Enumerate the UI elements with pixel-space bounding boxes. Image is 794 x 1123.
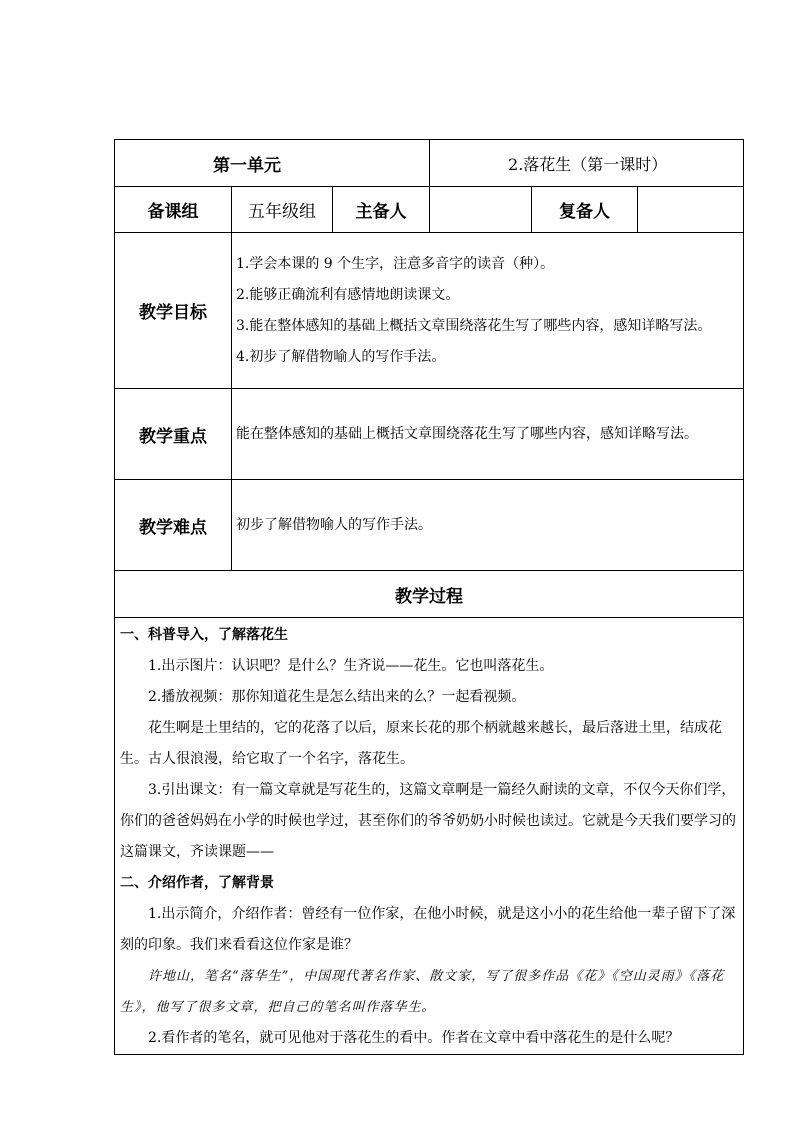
author-intro-quote: 许地山，笔名“落华生”，中国现代著名作家、散文家，写了很多作品《花》《空山灵雨》《落花生》，他写了很多文章，把自己的笔名叫作落华生。 — [120, 969, 725, 1015]
review-preparer-label: 复备人 — [532, 187, 638, 233]
difficulties-label: 教学难点 — [115, 480, 232, 571]
process-paragraph: 2.播放视频：那你知道花生是怎么结出来的么？一起看视频。 — [148, 689, 526, 705]
difficulties-text: 初步了解借物喻人的写作手法。 — [232, 480, 744, 571]
review-preparer-value — [638, 187, 744, 233]
goal-item: 3.能在整体感知的基础上概括文章围绕落花生写了哪些内容，感知详略写法。 — [236, 317, 712, 334]
process-paragraph: 3.引出课文：有一篇文章就是写花生的，这篇文章啊是一篇经久耐读的文章，不仅今天你们学，你们的爸爸妈妈在小学的时候也学过，甚至你们的爷爷奶奶小时候也读过。它就是今天我们要学习的这篇课文，齐读课题—— — [120, 782, 736, 860]
prep-row — [115, 187, 744, 233]
process-paragraph: 1.出示简介，介绍作者：曾经有一位作家，在他小时候，就是这小小的花生给他一辈子留下了深刻的印象。我们来看看这位作家是谁？ — [120, 906, 736, 953]
unit-header-row — [115, 140, 744, 187]
goals-label: 教学目标 — [115, 233, 232, 389]
process-title: 教学过程 — [115, 571, 744, 618]
process-paragraph: 2.看作者的笔名，就可见他对于落花生的看中。作者在文章中看中落花生的是什么呢？ — [148, 1030, 680, 1046]
goal-item: 4.初步了解借物喻人的写作手法。 — [236, 348, 446, 365]
process-content — [115, 618, 744, 1055]
prep-group-value: 五年级组 — [232, 187, 333, 233]
key-points-label: 教学重点 — [115, 389, 232, 480]
key-points-text: 能在整体感知的基础上概括文章围绕落花生写了哪些内容，感知详略写法。 — [232, 389, 744, 480]
key-points-row — [115, 389, 744, 480]
process-paragraph: 1.出示图片：认识吧？是什么？生齐说——花生。它也叫落花生。 — [148, 658, 554, 674]
goals-list — [232, 233, 744, 389]
unit-title: 第一单元 — [115, 140, 430, 187]
main-preparer-label: 主备人 — [333, 187, 430, 233]
goals-row — [115, 233, 744, 389]
section-heading: 一、科普导入，了解落花生 — [120, 627, 288, 643]
goal-item: 1.学会本课的 9 个生字，注意多音字的读音（种）。 — [236, 255, 555, 272]
process-title-row — [115, 571, 744, 618]
process-row — [115, 618, 744, 1055]
main-preparer-value — [430, 187, 532, 233]
process-paragraph: 花生啊是土里结的，它的花落了以后，原来长花的那个柄就越来越长，最后落进土里，结成花生。古人很浪漫，给它取了一个名字，落花生。 — [120, 720, 722, 767]
difficulties-row — [115, 480, 744, 571]
prep-group-label: 备课组 — [115, 187, 232, 233]
section-heading: 二、介绍作者，了解背景 — [120, 875, 274, 891]
lesson-title: 2.落花生（第一课时） — [430, 140, 744, 187]
goal-item: 2.能够正确流利有感情地朗读课文。 — [236, 286, 460, 303]
lesson-plan-table — [114, 139, 743, 1055]
